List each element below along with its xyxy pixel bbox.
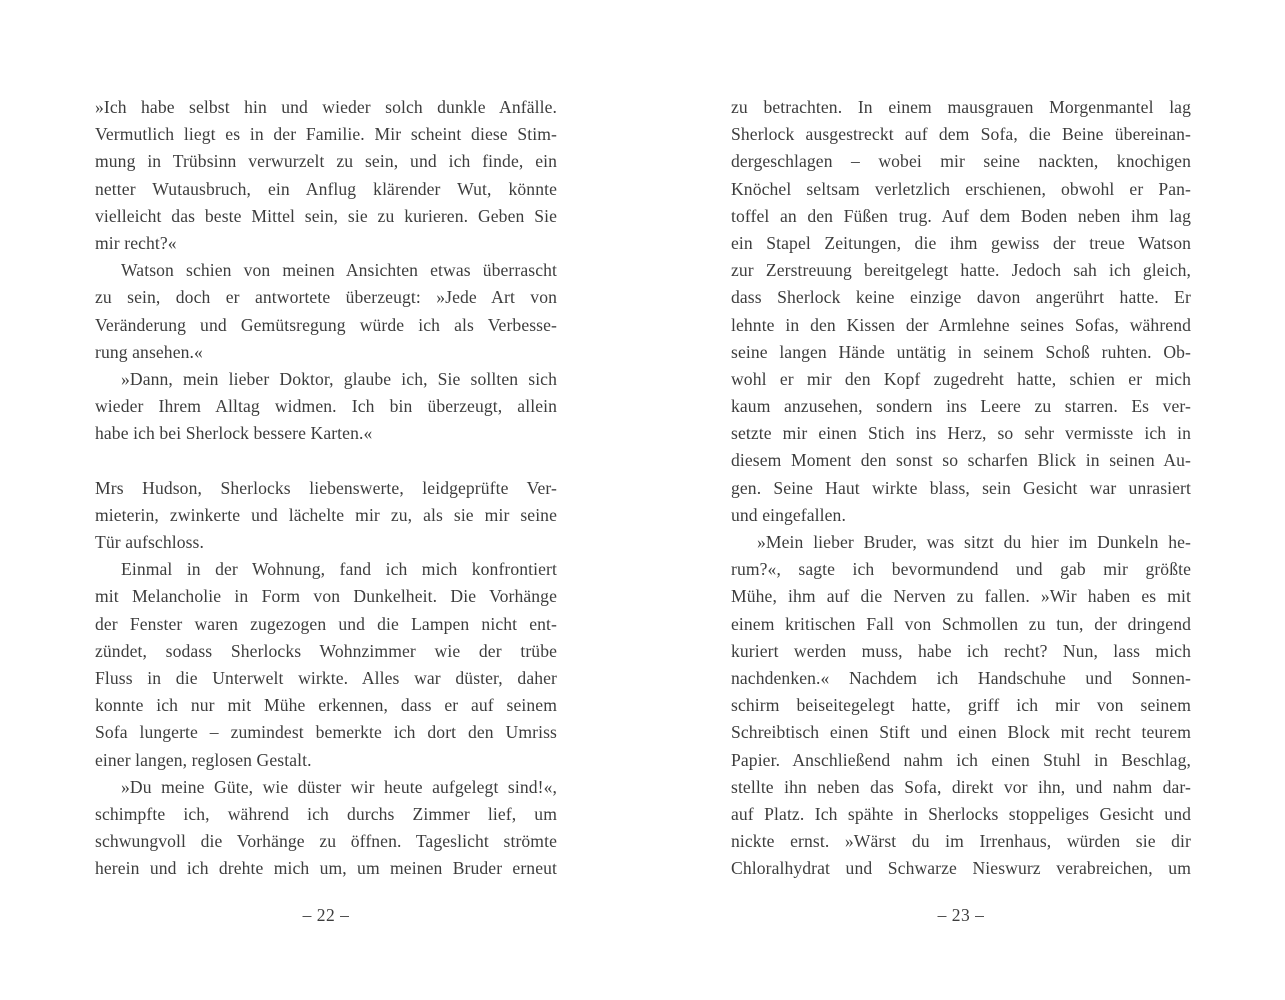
text-line: Sherlock ausgestreckt auf dem Sofa, die Beine übereinan- <box>731 124 1191 145</box>
text-line: Tür aufschloss. <box>95 532 204 552</box>
text-line: rung ansehen.« <box>95 341 203 362</box>
text-line: stellte ihn neben das Sofa, direkt vor ihn, und nahm dar- <box>731 776 1191 797</box>
text-line: Fluss in die Unterwelt wirkte. Alles war düster, daher <box>95 667 557 688</box>
text-line: Watson schien von meinen Ansichten etwas überrascht <box>121 260 557 281</box>
text-line: »Ich habe selbst hin und wieder solch dunkle Anfälle. <box>95 97 557 117</box>
text-line: zur Zerstreuung bereitgelegt hatte. Jedoch sah ich gleich, <box>731 260 1191 281</box>
page-22-number: – 22 – <box>302 905 350 925</box>
page-22-text-block <box>95 94 557 882</box>
text-line: zu betrachten. In einem mausgrauen Morgenmantel lag <box>731 97 1191 117</box>
text-line: herein und ich drehte mich um, um meinen Bruder erneut <box>95 858 557 879</box>
page-23-number: – 23 – <box>937 905 985 925</box>
text-line: Papier. Anschließend nahm ich einen Stuhl in Beschlag, <box>731 749 1191 770</box>
text-line: mir recht?« <box>95 232 177 253</box>
text-line: mit Melancholie in Form von Dunkelheit. Die Vorhänge <box>95 586 557 607</box>
text-line: Schreibtisch einen Stift und einen Block mit recht teurem <box>731 722 1191 743</box>
page-22 <box>95 94 557 954</box>
text-line: seine langen Hände untätig in seinem Schoß ruhten. Ob- <box>731 341 1191 362</box>
text-line: mung in Trübsinn verwurzelt zu sein, und ich finde, ein <box>95 151 557 172</box>
text-line: Veränderung und Gemütsregung würde ich als Verbesse- <box>95 314 557 335</box>
text-line: toffel an den Füßen trug. Auf dem Boden neben ihm lag <box>731 205 1191 226</box>
text-line: Mrs Hudson, Sherlocks liebenswerte, leidgeprüfte Ver- <box>95 477 557 498</box>
page-23 <box>731 94 1191 954</box>
text-line: auf Platz. Ich spähte in Sherlocks stoppeliges Gesicht und <box>731 803 1191 824</box>
text-line: einem kritischen Fall von Schmollen zu tun, der dringend <box>731 613 1191 634</box>
text-line: netter Wutausbruch, ein Anflug klärender Wut, könnte <box>95 178 557 199</box>
text-line: »Dann, mein lieber Doktor, glaube ich, Sie sollten sich <box>121 368 557 389</box>
text-line: Mühe, ihm auf die Nerven zu fallen. »Wir haben es mit <box>731 586 1191 607</box>
text-line: ein Stapel Zeitungen, die ihm gewiss der treue Watson <box>731 232 1191 253</box>
text-line: der Fenster waren zugezogen und die Lampen nicht ent- <box>95 613 557 634</box>
text-line: wieder Ihrem Alltag widmen. Ich bin überzeugt, allein <box>95 396 557 417</box>
text-line: dass Sherlock keine einzige davon angerührt hatte. Er <box>731 287 1191 308</box>
section-break <box>95 447 557 474</box>
text-line: habe ich bei Sherlock bessere Karten.« <box>95 423 373 444</box>
text-line: zündet, sodass Sherlocks Wohnzimmer wie der trübe <box>95 640 557 661</box>
text-line: und eingefallen. <box>731 504 846 525</box>
text-line: einer langen, reglosen Gestalt. <box>95 749 312 770</box>
text-line: »Du meine Güte, wie düster wir heute aufgelegt sind!«, <box>121 776 557 797</box>
text-line: wohl er mir den Kopf zugedreht hatte, schien er mich <box>731 368 1191 389</box>
text-line: nachdenken.« Nachdem ich Handschuhe und Sonnen- <box>731 667 1191 688</box>
text-line: Sofa lungerte – zumindest bemerkte ich dort den Umriss <box>95 722 557 743</box>
text-line: Vermutlich liegt es in der Familie. Mir scheint diese Stim- <box>95 124 557 145</box>
text-line: zu sein, doch er antwortete überzeugt: »Jede Art von <box>95 287 557 308</box>
text-line: vielleicht das beste Mittel sein, sie zu kurieren. Geben Sie <box>95 205 557 226</box>
text-line: dergeschlagen – wobei mir seine nackten, knochigen <box>731 151 1191 172</box>
page-23-text-block <box>731 94 1191 882</box>
text-line: diesem Moment den sonst so scharfen Blick in seinen Au- <box>731 450 1191 471</box>
text-line: setzte mir einen Stich ins Herz, so sehr vermisste ich in <box>731 423 1191 444</box>
text-line: schimpfte ich, während ich durchs Zimmer lief, um <box>95 803 557 824</box>
text-line: rum?«, sagte ich bevormundend und gab mir größte <box>731 559 1191 580</box>
text-line: mieterin, zwinkerte und lächelte mir zu, als sie mir seine <box>95 504 557 525</box>
text-line: kaum anzusehen, sondern ins Leere zu starren. Es ver- <box>731 396 1191 417</box>
text-line: kuriert werden muss, habe ich recht? Nun, lass mich <box>731 640 1191 661</box>
text-line: gen. Seine Haut wirkte blass, sein Gesicht war unrasiert <box>731 477 1191 498</box>
text-line: Einmal in der Wohnung, fand ich mich konfrontiert <box>121 559 557 580</box>
text-line: schirm beiseitegelegt hatte, griff ich mir von seinem <box>731 695 1191 716</box>
text-line: Knöchel seltsam verletzlich erschienen, obwohl er Pan- <box>731 178 1191 199</box>
text-line: nickte ernst. »Wärst du im Irrenhaus, würden sie dir <box>731 831 1191 852</box>
text-line: »Mein lieber Bruder, was sitzt du hier im Dunkeln he- <box>757 532 1191 552</box>
text-line: konnte ich nur mit Mühe erkennen, dass er auf seinem <box>95 695 557 716</box>
text-line: Chloralhydrat und Schwarze Nieswurz verabreichen, um <box>731 858 1191 879</box>
text-line: schwungvoll die Vorhänge zu öffnen. Tageslicht strömte <box>95 831 557 852</box>
text-line: lehnte in den Kissen der Armlehne seines Sofas, während <box>731 314 1191 335</box>
